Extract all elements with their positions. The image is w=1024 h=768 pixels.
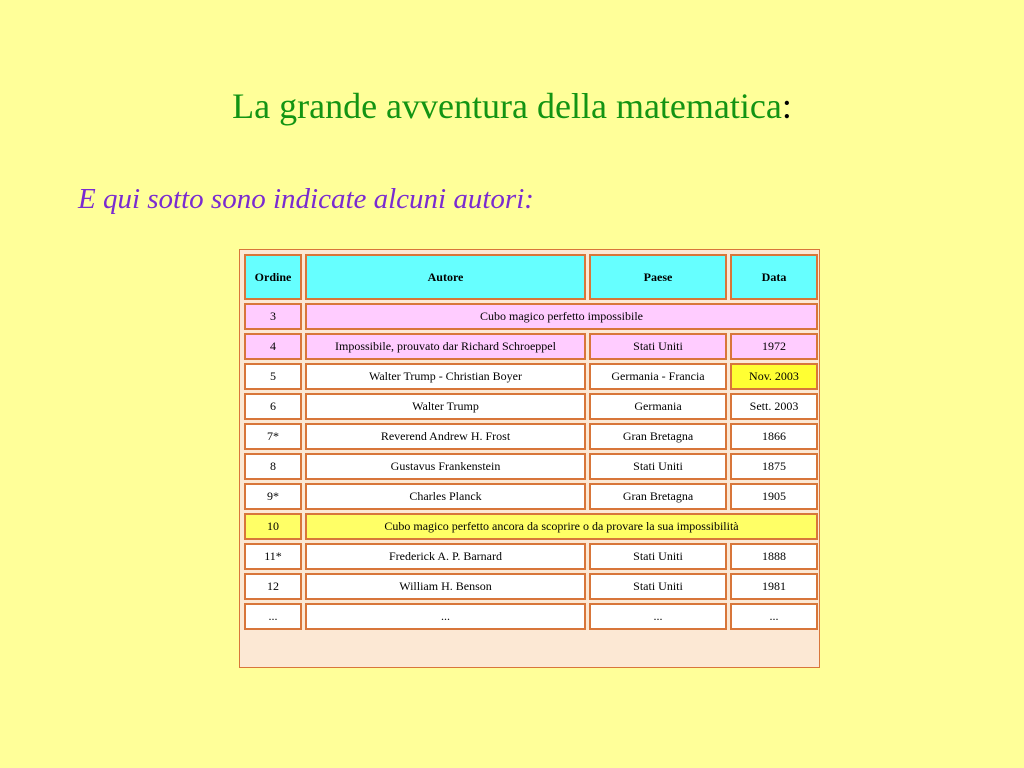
cell-data: 1972 (730, 333, 818, 360)
cell-paese: ... (589, 603, 727, 630)
cell-data: ... (730, 603, 818, 630)
cell-data-highlighted: Nov. 2003 (730, 363, 818, 390)
cell-autore: Impossibile, prouvato dar Richard Schroeppel (305, 333, 586, 360)
header-autore: Autore (305, 254, 586, 300)
cell-autore: Frederick A. P. Barnard (305, 543, 586, 570)
cell-ordine: 5 (244, 363, 302, 390)
cell-ordine: 12 (244, 573, 302, 600)
header-data: Data (730, 254, 818, 300)
table-row (244, 453, 818, 480)
table-row (244, 363, 818, 390)
cell-data: 1888 (730, 543, 818, 570)
cell-paese: Stati Uniti (589, 543, 727, 570)
cell-autore: William H. Benson (305, 573, 586, 600)
cell-paese: Gran Bretagna (589, 483, 727, 510)
cell-paese: Germania - Francia (589, 363, 727, 390)
slide-title-text: La grande avventura della matematica (232, 86, 782, 126)
cell-autore: Walter Trump (305, 393, 586, 420)
cell-paese: Stati Uniti (589, 573, 727, 600)
authors-table-frame (239, 249, 820, 668)
cell-ordine: 7* (244, 423, 302, 450)
header-ordine: Ordine (244, 254, 302, 300)
table-row (244, 513, 818, 540)
cell-autore: Charles Planck (305, 483, 586, 510)
table-header-row (244, 254, 818, 300)
table-row (244, 423, 818, 450)
cell-ordine: 8 (244, 453, 302, 480)
cell-ordine: 11* (244, 543, 302, 570)
cell-data: 1866 (730, 423, 818, 450)
slide-subtitle: E qui sotto sono indicate alcuni autori: (78, 183, 534, 215)
table-row (244, 603, 818, 630)
cell-data: 1875 (730, 453, 818, 480)
cell-ordine: 6 (244, 393, 302, 420)
cell-autore: Walter Trump - Christian Boyer (305, 363, 586, 390)
table-row (244, 483, 818, 510)
cell-data: Sett. 2003 (730, 393, 818, 420)
cell-ordine: ... (244, 603, 302, 630)
cell-paese: Germania (589, 393, 727, 420)
cell-span-note: Cubo magico perfetto ancora da scoprire o da provare la sua impossibilità (305, 513, 818, 540)
authors-table (241, 251, 821, 633)
slide-title (0, 84, 1024, 128)
table-row (244, 543, 818, 570)
cell-paese: Gran Bretagna (589, 423, 727, 450)
slide-title-colon: : (781, 86, 792, 126)
cell-ordine: 9* (244, 483, 302, 510)
cell-autore: Reverend Andrew H. Frost (305, 423, 586, 450)
table-row (244, 573, 818, 600)
cell-ordine: 10 (244, 513, 302, 540)
cell-data: 1905 (730, 483, 818, 510)
table-row (244, 393, 818, 420)
table-row (244, 333, 818, 360)
cell-ordine: 4 (244, 333, 302, 360)
cell-span-note: Cubo magico perfetto impossibile (305, 303, 818, 330)
table-row (244, 303, 818, 330)
cell-paese: Stati Uniti (589, 453, 727, 480)
cell-data: 1981 (730, 573, 818, 600)
header-paese: Paese (589, 254, 727, 300)
cell-ordine: 3 (244, 303, 302, 330)
cell-autore: Gustavus Frankenstein (305, 453, 586, 480)
cell-autore: ... (305, 603, 586, 630)
cell-paese: Stati Uniti (589, 333, 727, 360)
